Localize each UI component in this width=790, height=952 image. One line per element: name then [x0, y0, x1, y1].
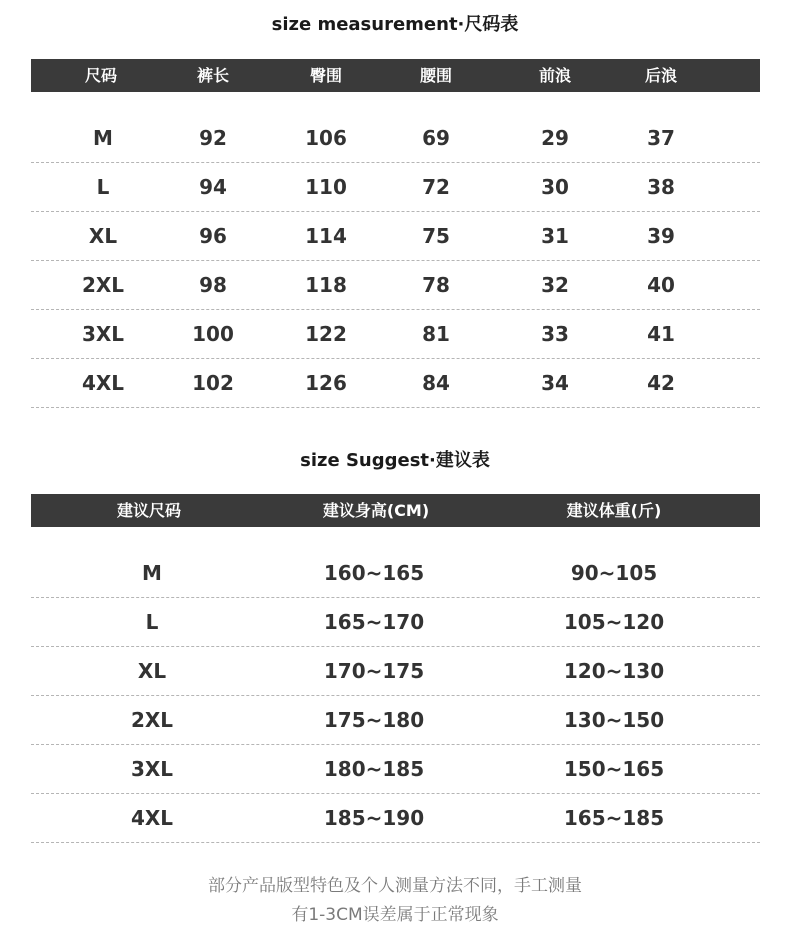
- cell-back-rise: 41: [647, 322, 675, 346]
- cell-pants-length: 92: [199, 126, 227, 150]
- header-suggest-height: 建议身高(CM): [322, 501, 430, 520]
- table-row: [31, 598, 760, 647]
- cell-suggest-weight: 90~105: [570, 561, 658, 585]
- cell-waist: 78: [422, 273, 450, 297]
- cell-hip: 122: [305, 322, 347, 346]
- cell-back-rise: 37: [647, 126, 675, 150]
- cell-front-rise: 30: [541, 175, 569, 199]
- cell-suggest-size: 4XL: [130, 806, 174, 830]
- cell-waist: 84: [422, 371, 450, 395]
- table-row: [31, 163, 760, 212]
- cell-hip: 110: [305, 175, 347, 199]
- cell-suggest-size: L: [145, 610, 159, 634]
- cell-back-rise: 40: [647, 273, 675, 297]
- table-row: [31, 794, 760, 843]
- header-back-rise: 后浪: [644, 66, 677, 85]
- header-front-rise: 前浪: [538, 66, 571, 85]
- header-suggest-weight: 建议体重(斤): [566, 501, 662, 520]
- cell-suggest-size: 3XL: [130, 757, 174, 781]
- cell-size: 2XL: [81, 273, 125, 297]
- cell-suggest-height: 180~185: [323, 757, 425, 781]
- cell-pants-length: 98: [199, 273, 227, 297]
- cell-hip: 114: [305, 224, 347, 248]
- cell-suggest-weight: 165~185: [563, 806, 665, 830]
- cell-suggest-weight: 120~130: [563, 659, 665, 683]
- header-waist: 腰围: [419, 66, 452, 85]
- cell-hip: 126: [305, 371, 347, 395]
- footnote-line-2: 有1-3CM误差属于正常现象: [291, 905, 499, 925]
- table-row: [31, 359, 760, 408]
- cell-pants-length: 102: [192, 371, 234, 395]
- cell-size: L: [96, 175, 110, 199]
- table-row: [31, 647, 760, 696]
- cell-suggest-height: 160~165: [323, 561, 425, 585]
- cell-pants-length: 100: [192, 322, 234, 346]
- cell-back-rise: 42: [647, 371, 675, 395]
- cell-front-rise: 33: [541, 322, 569, 346]
- cell-size: XL: [88, 224, 118, 248]
- cell-suggest-size: M: [142, 561, 162, 585]
- cell-hip: 118: [305, 273, 347, 297]
- table-row: [31, 212, 760, 261]
- table-row: [31, 114, 760, 163]
- header-pants-length: 裤长: [196, 66, 229, 85]
- suggest-header-row: [31, 494, 760, 527]
- table-row: [31, 549, 760, 598]
- cell-waist: 81: [422, 322, 450, 346]
- cell-waist: 72: [422, 175, 450, 199]
- cell-front-rise: 32: [541, 273, 569, 297]
- cell-back-rise: 38: [647, 175, 675, 199]
- measurement-title: size measurement·尺码表: [271, 14, 519, 35]
- cell-suggest-height: 175~180: [323, 708, 425, 732]
- table-row: [31, 261, 760, 310]
- cell-hip: 106: [305, 126, 347, 150]
- cell-pants-length: 94: [199, 175, 227, 199]
- cell-suggest-size: XL: [137, 659, 167, 683]
- cell-suggest-height: 185~190: [323, 806, 425, 830]
- footnote-line-1: 部分产品版型特色及个人测量方法不同，手工测量: [208, 876, 582, 896]
- cell-front-rise: 34: [541, 371, 569, 395]
- cell-front-rise: 31: [541, 224, 569, 248]
- cell-suggest-size: 2XL: [130, 708, 174, 732]
- header-size: 尺码: [84, 66, 117, 85]
- table-row: [31, 310, 760, 359]
- cell-size: 4XL: [81, 371, 125, 395]
- cell-suggest-height: 165~170: [323, 610, 425, 634]
- cell-suggest-weight: 105~120: [563, 610, 665, 634]
- cell-suggest-height: 170~175: [323, 659, 425, 683]
- cell-pants-length: 96: [199, 224, 227, 248]
- cell-suggest-weight: 150~165: [563, 757, 665, 781]
- header-hip: 臀围: [309, 66, 342, 85]
- cell-suggest-weight: 130~150: [563, 708, 665, 732]
- table-row: [31, 696, 760, 745]
- cell-waist: 69: [422, 126, 450, 150]
- cell-front-rise: 29: [541, 126, 569, 150]
- cell-waist: 75: [422, 224, 450, 248]
- suggest-title: size Suggest·建议表: [300, 450, 490, 471]
- table-row: [31, 745, 760, 794]
- measurement-header-row: [31, 59, 760, 92]
- cell-back-rise: 39: [647, 224, 675, 248]
- cell-size: M: [93, 126, 113, 150]
- header-suggest-size: 建议尺码: [116, 501, 181, 520]
- cell-size: 3XL: [81, 322, 125, 346]
